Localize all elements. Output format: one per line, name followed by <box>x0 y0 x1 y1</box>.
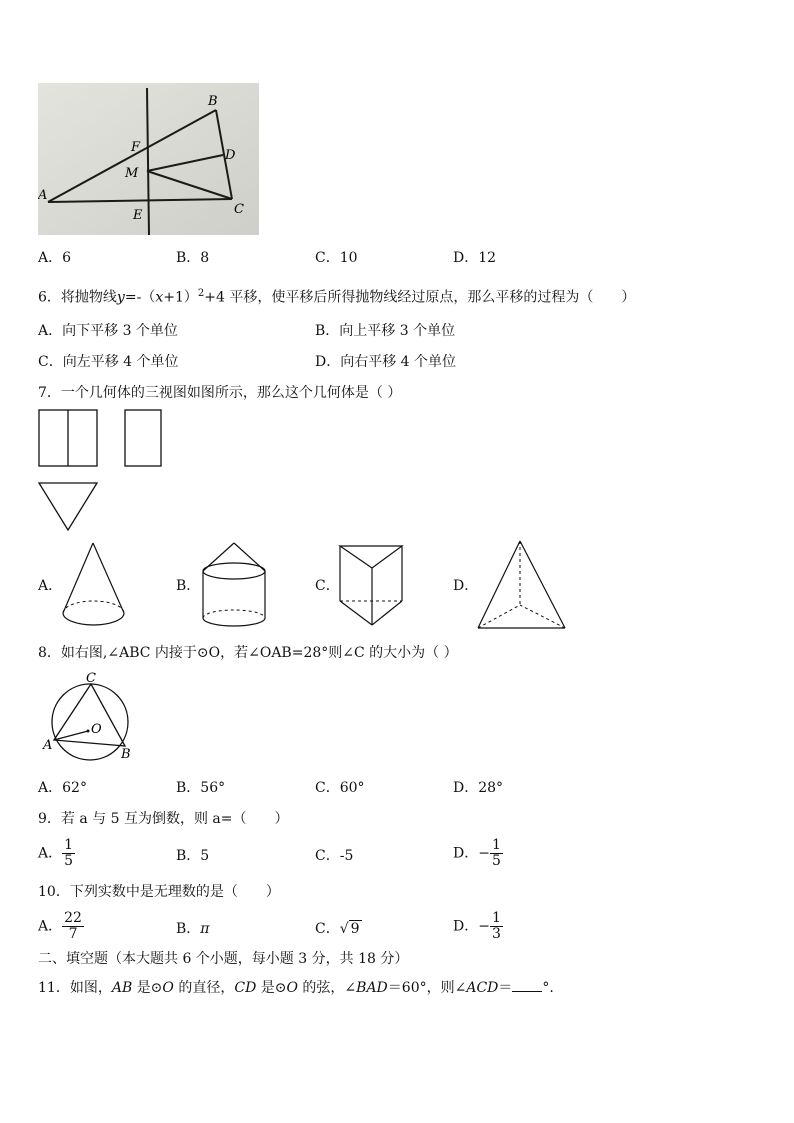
q10-stem: 10．下列实数中是无理数的是（ ） <box>38 884 280 900</box>
q5-label-b: B <box>208 94 218 109</box>
q5-label-d: D <box>225 148 236 163</box>
q7-side-view <box>125 410 161 466</box>
q7-stem: 7．一个几何体的三视图如图所示，那么这个几何体是（ ） <box>38 385 402 401</box>
q8-stem: 8．如右图,∠ABC 内接于⊙O，若∠OAB=28°则∠C 的大小为（ ） <box>38 645 458 661</box>
q8-option-d: D．28° <box>453 780 504 796</box>
q5-label-a: A <box>38 188 48 203</box>
q5-label-f: F <box>131 140 141 155</box>
q7-option-d: D． <box>453 578 479 594</box>
fraction: $\frac{1}{3}$ <box>491 910 501 942</box>
q8-circle-figure <box>38 670 138 762</box>
q5-option-d: D．12 <box>453 250 497 266</box>
answer-blank[interactable] <box>512 977 542 992</box>
fraction: $\frac{1}{5}$ <box>491 837 501 869</box>
q8-label-b: B <box>121 747 131 762</box>
q7-option-b: B． <box>176 578 201 594</box>
q7-pyramid-figure <box>475 538 569 632</box>
q9-stem: 9．若 a 与 5 互为倒数，则 a=（ ） <box>38 811 289 827</box>
fraction: $\frac{1}{5}$ <box>64 837 74 869</box>
q8-option-a: A．62° <box>38 780 87 796</box>
q5-label-m: M <box>125 166 139 181</box>
q9-option-b: B．5 <box>176 848 210 864</box>
q8-option-c: C．60° <box>315 780 365 796</box>
q10-option-c: C．√ 9 <box>315 921 360 937</box>
square-root: √ 9 <box>339 921 360 937</box>
q5-option-b: B．8 <box>176 250 210 266</box>
q8-option-b: B．56° <box>176 780 226 796</box>
section-heading: 二、填空题（本大题共 6 个小题，每小题 3 分，共 18 分） <box>38 951 409 967</box>
q6-option-a: A．向下平移 3 个单位 <box>38 323 178 339</box>
q6-option-d: D．向右平移 4 个单位 <box>315 354 457 370</box>
q7-cone-cylinder-figure <box>199 541 269 631</box>
q9-option-c: C．-5 <box>315 848 354 864</box>
q5-label-e: E <box>133 208 143 223</box>
q9-option-a: A． $\frac{1}{5}$ <box>38 837 74 869</box>
q6-option-c: C．向左平移 4 个单位 <box>38 354 179 370</box>
q5-option-c: C．10 <box>315 250 358 266</box>
q10-option-a: A． $\frac{22}{7}$ <box>38 910 82 942</box>
q5-label-c: C <box>234 202 244 217</box>
q7-option-a: A． <box>38 578 63 594</box>
q6-option-b: B．向上平移 3 个单位 <box>315 323 456 339</box>
fraction: $\frac{22}{7}$ <box>64 910 82 942</box>
q8-label-c: C <box>86 671 96 686</box>
q7-prism-figure <box>337 543 405 629</box>
q10-option-d: D．− $\frac{1}{3}$ <box>453 910 501 942</box>
q7-three-views <box>38 409 168 534</box>
q8-label-a: A <box>43 738 53 753</box>
q10-option-b: B．π <box>176 921 210 937</box>
q11-stem: 11．如图，AB 是⊙O 的直径，CD 是⊙O 的弦，∠BAD＝60°，则∠ACD＝ °. <box>38 977 554 997</box>
q5-figure <box>38 83 259 235</box>
q7-option-c: C． <box>315 578 340 594</box>
q6-stem: 6．将抛物线$y=-(x+1)^2+4$ 平移，使平移后所得抛物线经过原点，那么平移的过程为（ ） <box>38 288 636 306</box>
q7-cone-figure <box>60 541 128 629</box>
q9-option-d: D．− $\frac{1}{5}$ <box>453 837 501 869</box>
q5-option-a: A．6 <box>38 250 72 266</box>
q7-top-view <box>39 483 97 530</box>
q5-figure-photo <box>38 83 259 235</box>
q8-label-o: O <box>91 722 102 737</box>
